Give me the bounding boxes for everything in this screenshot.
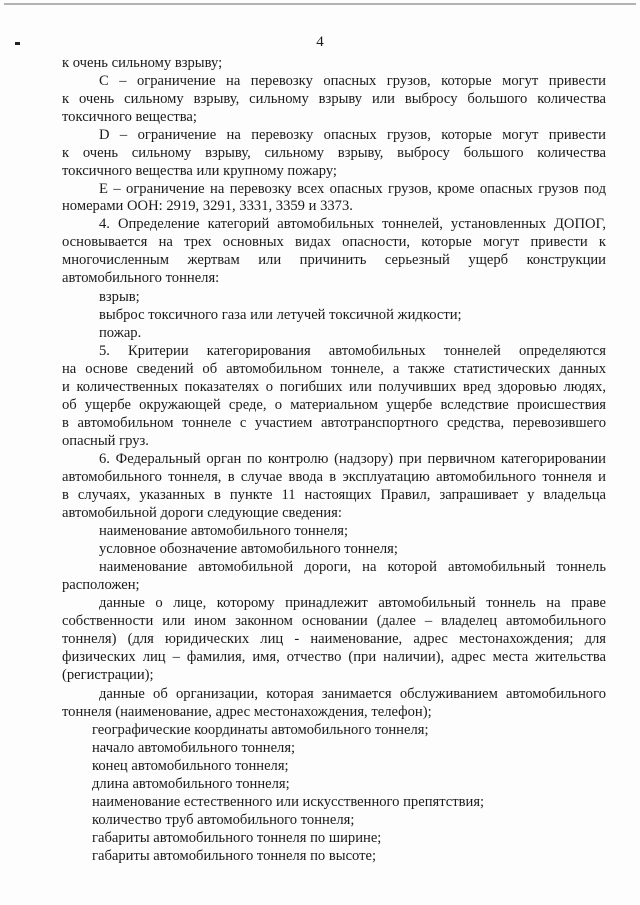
text-line: номерами ООН: 2919, 3291, 3331, 3359 и 3373. (62, 198, 353, 214)
text-line: в случаях, указанных в пункте 11 настоящих Правил, запрашивает у владельца (62, 487, 606, 503)
text-line: токсичного вещества или крупному пожару; (62, 163, 337, 179)
text-line: собственности или ином законном основании (далее – владелец автомобильного (62, 613, 606, 629)
text-line: длина автомобильного тоннеля; (92, 776, 290, 792)
text-line: условное обозначение автомобильного тоннеля; (99, 541, 398, 557)
text-line: E – ограничение на перевозку всех опасных грузов, кроме опасных грузов под (99, 181, 606, 197)
text-line: опасный груз. (62, 433, 149, 449)
text-line: выброс токсичного газа или летучей токсичной жидкости; (99, 307, 462, 323)
text-line: на основе сведений об автомобильном тоннеле, а также статистических данных (62, 361, 606, 377)
text-line: автомобильной дороги следующие сведения: (62, 505, 342, 521)
text-line: габариты автомобильного тоннеля по ширине; (92, 830, 382, 846)
text-line: наименование автомобильного тоннеля; (99, 523, 349, 539)
text-line: 6. Федеральный орган по контролю (надзору) при первичном категорировании (99, 451, 606, 467)
text-line: начало автомобильного тоннеля; (92, 740, 296, 756)
text-line: многочисленным жертвам или причинить серьезный ущерб конструкции (62, 252, 606, 268)
text-line: к очень сильному взрыву, сильному взрыву, выбросу большого количества (62, 145, 606, 161)
page-number: 4 (316, 34, 324, 50)
text-line: тоннеля (наименование, адрес местонахождения, телефон); (62, 704, 432, 720)
top-edge-rule (4, 3, 636, 5)
text-line: основывается на трех основных видах опасности, которые могут привести к (62, 234, 606, 250)
text-line: об ущербе окружающей среде, о материальном ущербе вследствие происшествия (62, 397, 606, 413)
text-line: и количественных показателях о погибших или получивших вред здоровью людях, (62, 379, 606, 395)
text-line: автомобильного тоннеля, в случае ввода в эксплуатацию автомобильного тоннеля и (62, 469, 606, 485)
text-line: 5. Критерии категорирования автомобильных тоннелей определяются (99, 343, 606, 359)
text-line: конец автомобильного тоннеля; (92, 758, 289, 774)
text-line: физических лиц – фамилия, имя, отчество (при наличии), адрес места жительства (62, 649, 606, 665)
text-line: расположен; (62, 577, 140, 593)
text-line: к очень сильному взрыву; (62, 55, 223, 71)
text-line: тоннеля) (для юридических лиц - наименование, адрес местонахождения; для (62, 631, 606, 647)
text-line: пожар. (99, 325, 142, 341)
text-line: к очень сильному взрыву, сильному взрыву или выбросу большого количества (62, 91, 606, 107)
text-line: 4. Определение категорий автомобильных тоннелей, установленных ДОПОГ, (99, 216, 606, 232)
text-line: D – ограничение на перевозку опасных грузов, которые могут привести (99, 127, 606, 143)
text-line: наименование автомобильной дороги, на которой автомобильный тоннель (99, 559, 606, 575)
text-line: количество труб автомобильного тоннеля; (92, 812, 355, 828)
text-line: взрыв; (99, 289, 140, 305)
text-line: автомобильного тоннеля: (62, 270, 220, 286)
text-line: габариты автомобильного тоннеля по высоте; (92, 848, 377, 864)
text-line: данные об организации, которая занимается обслуживанием автомобильного (99, 686, 606, 702)
text-line: токсичного вещества; (62, 109, 197, 125)
text-line: данные о лице, которому принадлежит автомобильный тоннель на праве (99, 595, 606, 611)
text-line: (регистрации); (62, 667, 154, 683)
text-line: географические координаты автомобильного тоннеля; (92, 722, 429, 738)
text-line: C – ограничение на перевозку опасных грузов, которые могут привести (99, 73, 606, 89)
text-line: наименование естественного или искусственного препятствия; (92, 794, 485, 810)
text-line: в автомобильном тоннеле с участием автотранспортного средства, перевозившего (62, 415, 606, 431)
